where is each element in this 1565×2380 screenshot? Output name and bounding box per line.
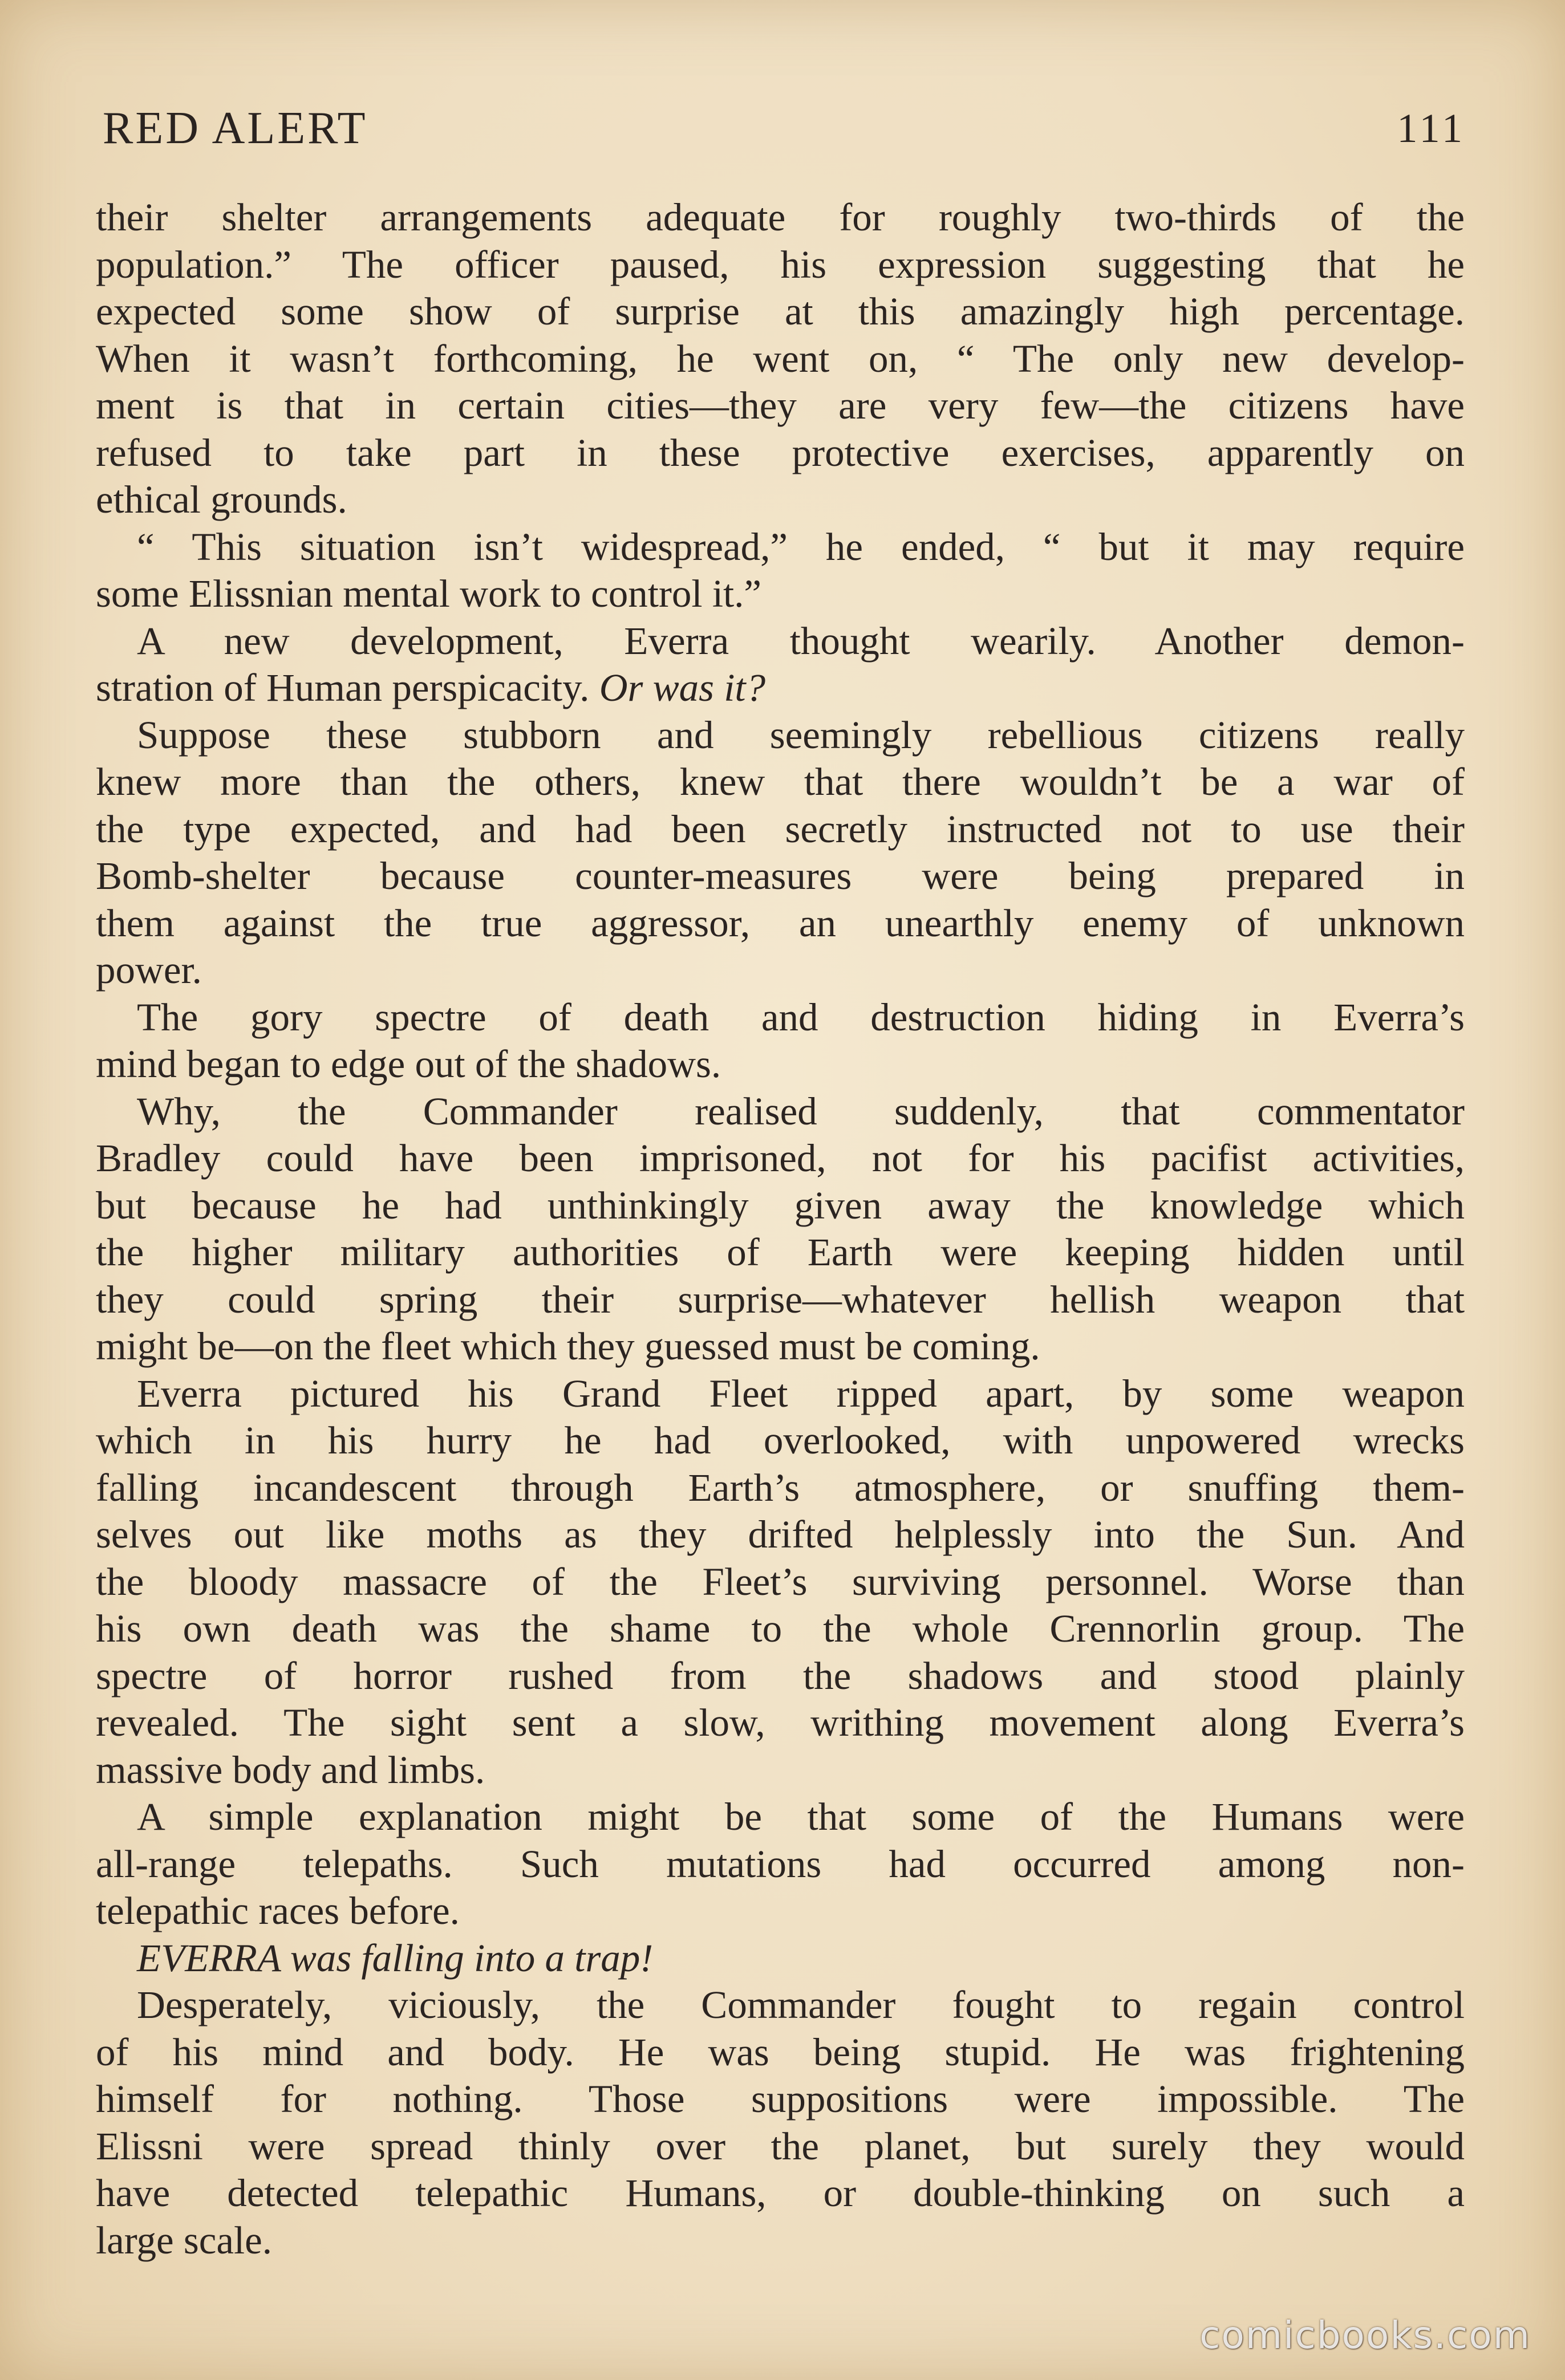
italic-phrase: Or was it? <box>599 666 766 709</box>
line-text: revealed. The sight sent a slow, writhing movement along Everra’s <box>96 1701 1465 1744</box>
text-line <box>96 1747 1465 1794</box>
line-text: the bloody massacre of the Fleet’s surviving personnel. Worse than <box>96 1559 1465 1603</box>
text-line <box>96 664 1465 712</box>
text-line <box>96 1699 1465 1747</box>
text-line <box>96 947 1465 994</box>
line-text: ment is that in certain cities—they are very few—the citizens have <box>96 384 1465 427</box>
text-line <box>96 2217 1465 2264</box>
text-line <box>96 1370 1465 1418</box>
line-text: selves out like moths as they drifted helplessly into the Sun. And <box>96 1513 1465 1556</box>
line-text: Elissni were spread thinly over the planet, but surely they would <box>96 2124 1465 2168</box>
text-line <box>96 570 1465 618</box>
line-text: large scale. <box>96 2218 273 2262</box>
line-text: spectre of horror rushed from the shadows and stood plainly <box>96 1654 1465 1697</box>
line-text: Bradley could have been imprisoned, not for his pacifist activities, <box>96 1136 1465 1180</box>
text-line <box>96 1135 1465 1182</box>
line-text: falling incandescent through Earth’s atmosphere, or snuffing them- <box>96 1465 1465 1509</box>
text-line <box>96 1887 1465 1935</box>
text-line <box>96 1793 1465 1841</box>
line-text: the type expected, and had been secretly instructed not to use their <box>96 807 1465 851</box>
line-text: Suppose these stubborn and seemingly rebellious citizens really <box>137 713 1465 757</box>
line-text: some Elissnian mental work to control it.” <box>96 572 762 615</box>
line-text: Desperately, viciously, the Commander fought to regain control <box>137 1983 1465 2026</box>
line-text: might be—on the fleet which they guessed must be coming. <box>96 1325 1040 1368</box>
line-text: EVERRA was falling into a trap! <box>137 1936 654 1980</box>
line-text: them against the true aggressor, an unearthly enemy of unknown <box>96 901 1465 945</box>
text-line <box>96 1417 1465 1464</box>
text-line <box>96 712 1465 759</box>
text-line <box>96 2029 1465 2076</box>
line-text: expected some show of surprise at this amazingly high percentage. <box>96 290 1465 333</box>
text-line <box>96 523 1465 571</box>
line-text: A new development, Everra thought wearily. Another demon- <box>137 619 1465 663</box>
line-text: refused to take part in these protective exercises, apparently on <box>96 430 1465 474</box>
running-head <box>103 97 1466 160</box>
line-text: ethical grounds. <box>96 478 347 521</box>
text-line <box>96 1182 1465 1229</box>
line-text: their shelter arrangements adequate for roughly two-thirds of the <box>96 196 1465 239</box>
text-line <box>96 994 1465 1041</box>
text-line <box>96 1605 1465 1652</box>
line-text: telepathic races before. <box>96 1889 460 1932</box>
text-line <box>96 1041 1465 1088</box>
text-line <box>96 618 1465 665</box>
line-text: Bomb-shelter because counter-measures were being prepared in <box>96 854 1465 897</box>
running-head-title: RED ALERT <box>103 103 368 153</box>
line-text: massive body and limbs. <box>96 1748 485 1792</box>
text-line <box>96 806 1465 853</box>
line-text: himself for nothing. Those suppositions were impossible. The <box>96 2077 1465 2121</box>
text-line <box>96 1511 1465 1558</box>
line-text: A simple explanation might be that some of the Humans were <box>137 1795 1465 1838</box>
line-text: which in his hurry he had overlooked, with unpowered wrecks <box>96 1419 1465 1462</box>
body-text <box>96 194 1465 2264</box>
text-line <box>96 429 1465 477</box>
line-text: “ This situation isn’t widespread,” he ended, “ but it may require <box>137 525 1465 568</box>
line-text: power. <box>96 948 202 992</box>
page-number: 111 <box>1397 105 1466 151</box>
line-text: The gory spectre of death and destruction hiding in Everra’s <box>137 995 1465 1039</box>
line-text: the higher military authorities of Earth were keeping hidden until <box>96 1230 1465 1274</box>
line-text: have detected telepathic Humans, or double-thinking on such a <box>96 2171 1465 2215</box>
line-text: stration of Human perspicacity. <box>96 666 599 709</box>
text-line <box>96 194 1465 241</box>
text-line <box>96 1276 1465 1323</box>
line-text: Everra pictured his Grand Fleet ripped apart, by some weapon <box>137 1371 1465 1415</box>
line-text: of his mind and body. He was being stupid. He was frightening <box>96 2030 1465 2074</box>
text-line <box>96 288 1465 335</box>
text-line <box>96 335 1465 383</box>
text-line <box>96 758 1465 806</box>
text-line <box>96 2170 1465 2217</box>
text-line <box>96 2076 1465 2123</box>
text-line <box>96 1464 1465 1512</box>
line-text: they could spring their surprise—whatever hellish weapon that <box>96 1277 1465 1321</box>
text-line <box>96 1935 1465 1982</box>
text-line <box>96 2123 1465 2170</box>
line-text: mind began to edge out of the shadows. <box>96 1042 721 1086</box>
line-text: population.” The officer paused, his expression suggesting that he <box>96 242 1465 286</box>
text-line <box>96 900 1465 947</box>
line-text: all-range telepaths. Such mutations had occurred among non- <box>96 1842 1465 1886</box>
text-line <box>96 382 1465 429</box>
text-line <box>96 1841 1465 1888</box>
text-line <box>96 1088 1465 1135</box>
line-text: his own death was the shame to the whole Crennorlin group. The <box>96 1607 1465 1650</box>
text-line <box>96 1981 1465 2029</box>
text-line <box>96 241 1465 289</box>
watermark: comicbooks.com <box>1199 2313 1531 2357</box>
line-text: Why, the Commander realised suddenly, that commentator <box>137 1089 1465 1133</box>
text-line <box>96 852 1465 900</box>
text-line <box>96 476 1465 523</box>
text-line <box>96 1558 1465 1606</box>
line-text: but because he had unthinkingly given away the knowledge which <box>96 1183 1465 1227</box>
text-line <box>96 1229 1465 1276</box>
line-text: When it wasn’t forthcoming, he went on, “ The only new develop- <box>96 336 1465 380</box>
text-line <box>96 1652 1465 1700</box>
text-line <box>96 1323 1465 1370</box>
line-text: knew more than the others, knew that there wouldn’t be a war of <box>96 760 1465 803</box>
